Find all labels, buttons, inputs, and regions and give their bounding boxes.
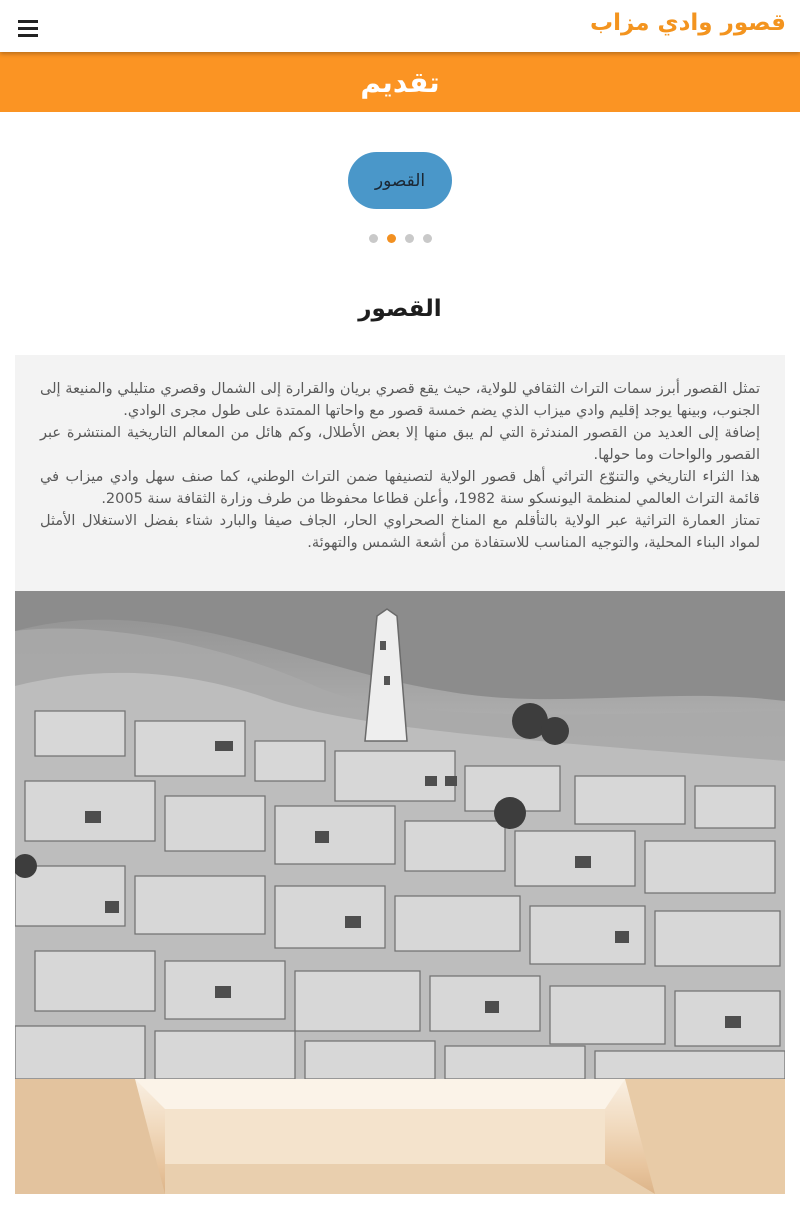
section-header <box>0 52 800 112</box>
hamburger-menu-icon[interactable] <box>10 10 46 46</box>
carousel-dot-2[interactable] <box>387 234 396 243</box>
carousel-item-button[interactable]: القصور <box>348 152 452 209</box>
section-title: تقديم <box>360 65 440 99</box>
carousel-dot-4[interactable] <box>423 234 432 243</box>
app-title: قصور وادي مزاب <box>589 10 786 36</box>
architecture-photo <box>15 1079 785 1194</box>
article-heading: القصور <box>358 296 442 322</box>
carousel-indicator <box>0 234 800 244</box>
article-paragraph: تمثل القصور أبرز سمات التراث الثقافي للولاية، حيث يقع قصري بريان والقرارة إلى الشمال وقصري متليلي والمنيعة إلى الجنوب، وبينها يوجد إقليم وادي ميزاب الذي يضم خمسة قصور مع واحاتها الممتدة على طول مجرى الوادي. <box>40 381 760 419</box>
app-bar <box>0 0 800 52</box>
carousel-dot-3[interactable] <box>405 234 414 243</box>
article-paragraph: إضافة إلى العديد من القصور المندثرة التي لم يبق منها إلا بعض الأطلال، وكم هائل من المعالم التاريخية المنتشرة عبر القصور والواحات وما حولها. <box>40 425 760 463</box>
article-paragraph: هذا الثراء التاريخي والتنوّع التراثي أهل قصور الولاية لتصنيفها ضمن التراث الوطني، كما صنف سهل وادي ميزاب في قائمة التراث العالمي لمنظمة اليونسكو سنة 1982، وأعلن قطاعا محفوظا من طرف وزارة الثقافة سنة 2005. <box>40 469 760 507</box>
ksar-aerial-photo <box>15 591 785 1079</box>
carousel-dot-1[interactable] <box>369 234 378 243</box>
article-paragraph: تمتاز العمارة التراثية عبر الولاية بالتأقلم مع المناخ الصحراوي الحار، الجاف صيفا والبارد شتاء بفضل الاستغلال الأمثل لمواد البناء المحلية، والتوجيه المناسب للاستفادة من أشعة الشمس والتهوئة. <box>40 513 760 551</box>
article-body <box>40 378 760 554</box>
